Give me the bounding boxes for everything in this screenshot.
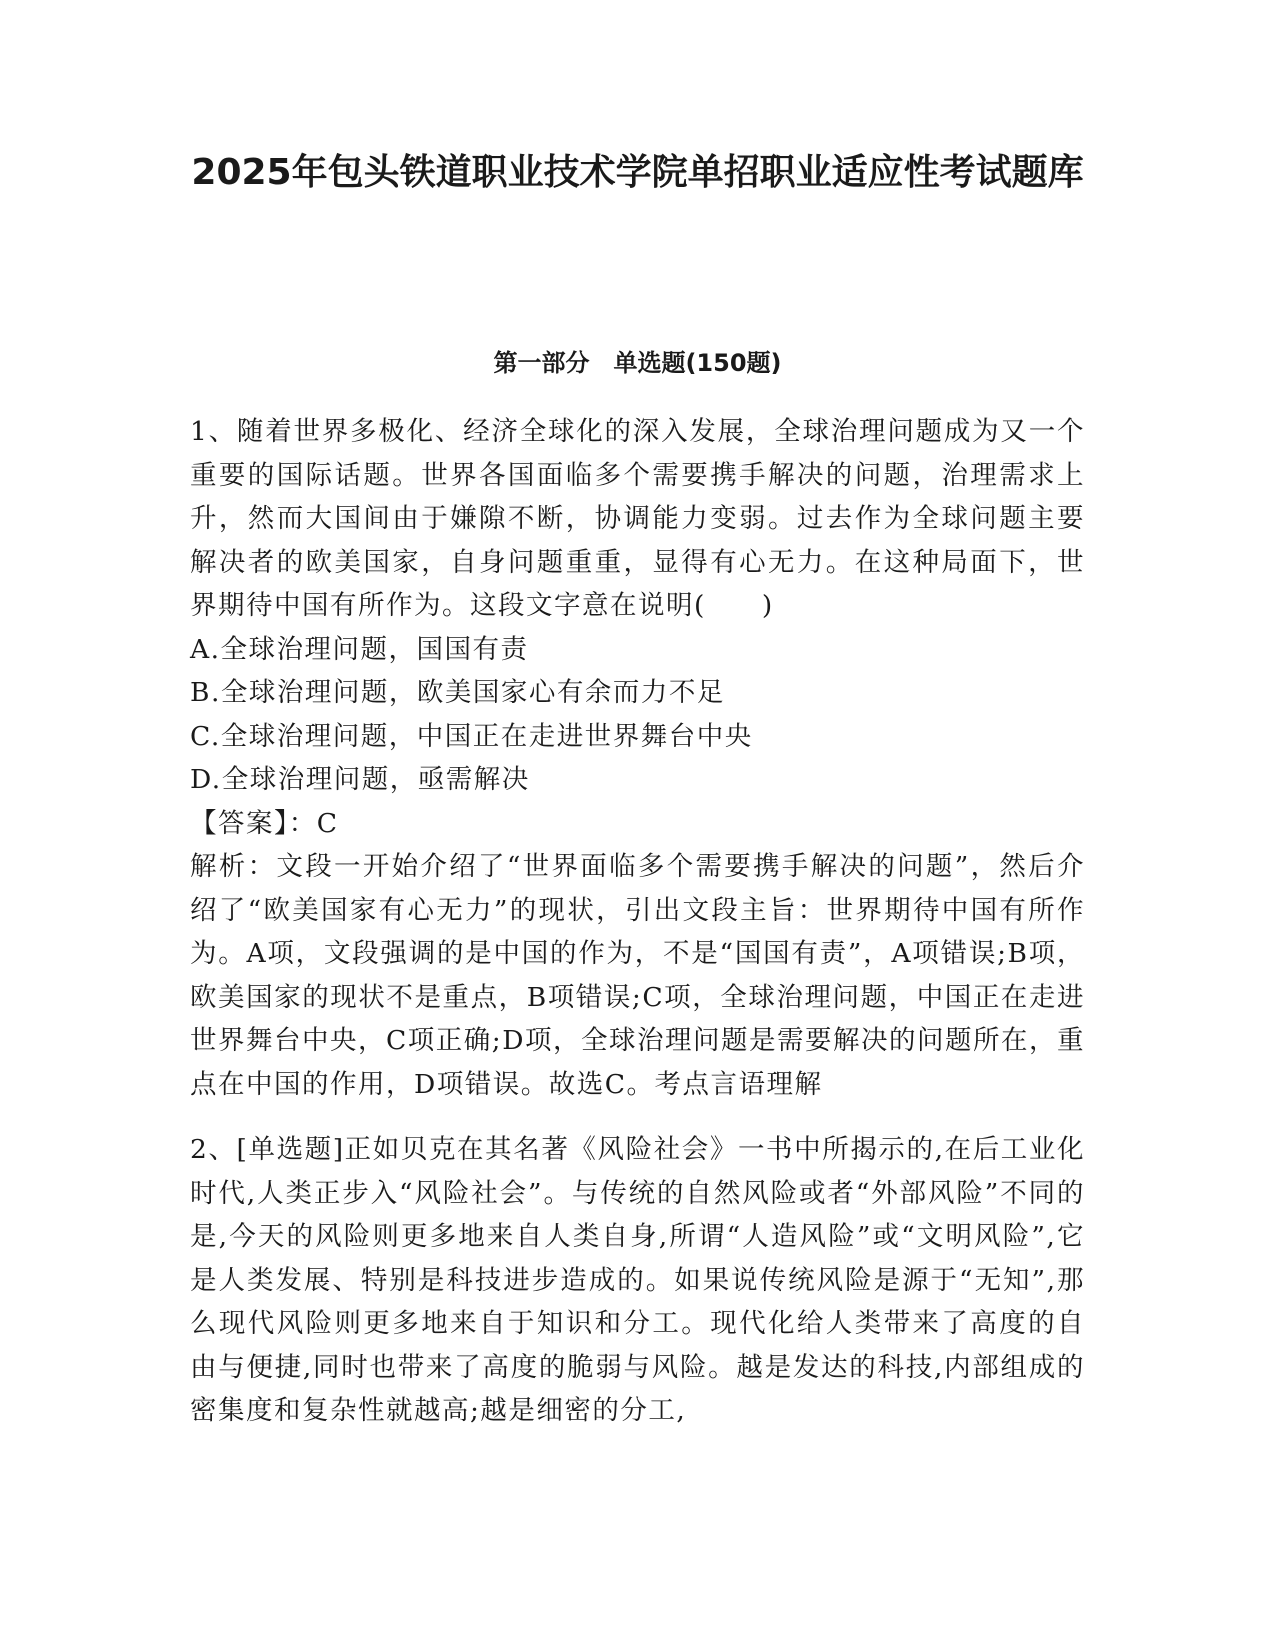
section-heading: 第一部分 单选题(150题) <box>493 349 782 377</box>
option-c: C.全球治理问题，中国正在走进世界舞台中央 <box>190 720 753 752</box>
document-body <box>190 410 1085 1433</box>
question-block <box>190 1128 1085 1433</box>
question-spacer <box>190 1106 1085 1128</box>
question-block <box>190 410 1085 1106</box>
analysis-text: 解析：文段一开始介绍了“世界面临多个需要携手解决的问题”，然后介绍了“欧美国家有心无力”的现状，引出文段主旨：世界期待中国有所作为。A项，文段强调的是中国的作为，不是“国国有责”，A项错误;B项，欧美国家的现状不是重点，B项错误;C项，全球治理问题，中国正在走进世界舞台中央，C项正确;D项，全球治理问题是需要解决的问题所在，重点在中国的作用，D项错误。故选C。考点言语理解 <box>190 851 1085 1100</box>
option-b: B.全球治理问题，欧美国家心有余而力不足 <box>190 677 725 708</box>
answer-line: 【答案】：C <box>190 807 339 839</box>
question-stem: 1、随着世界多极化、经济全球化的深入发展，全球治理问题成为又一个重要的国际话题。世界各国面临多个需要携手解决的问题，治理需求上升，然而大国间由于嫌隙不断，协调能力变弱。过去作为全球问题主要解决者的欧美国家，自身问题重重，显得有心无力。在这种局面下，世界期待中国有所作为。这段文字意在说明( ) <box>190 416 1085 621</box>
question-stem: 2、[单选题]正如贝克在其名著《风险社会》一书中所揭示的,在后工业化时代,人类正步入“风险社会”。与传统的自然风险或者“外部风险”不同的是,今天的风险则更多地来自人类自身,所谓“人造风险”或“文明风险”,它是人类发展、特别是科技进步造成的。如果说传统风险是源于“无知”,那么现代风险则更多地来自于知识和分工。现代化给人类带来了高度的自由与便捷,同时也带来了高度的脆弱与风险。越是发达的科技,内部组成的密集度和复杂性就越高;越是细密的分工, <box>190 1134 1085 1426</box>
option-a: A.全球治理问题，国国有责 <box>190 633 529 665</box>
document-title: 2025年包头铁道职业技术学院单招职业适应性考试题库 <box>191 152 1084 193</box>
option-d: D.全球治理问题，亟需解决 <box>190 764 530 795</box>
